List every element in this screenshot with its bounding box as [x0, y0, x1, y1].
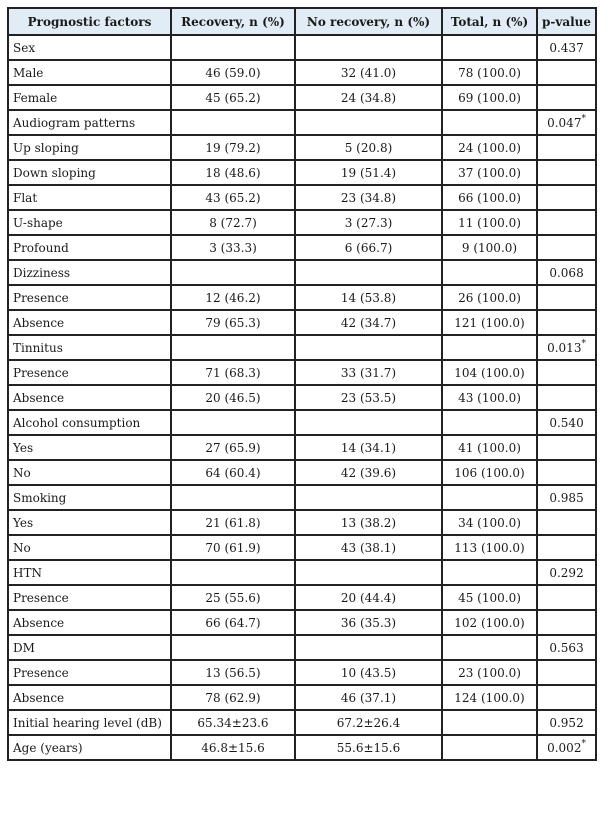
- no-recovery-cell: 13 (38.2): [295, 510, 442, 535]
- factor-cell: Up sloping: [8, 135, 171, 160]
- table-row: [8, 110, 596, 135]
- recovery-cell: 71 (68.3): [171, 360, 295, 385]
- recovery-cell: [171, 485, 295, 510]
- total-cell: [442, 635, 537, 660]
- total-cell: 121 (100.0): [442, 310, 537, 335]
- total-cell: 102 (100.0): [442, 610, 537, 635]
- no-recovery-cell: [295, 335, 442, 360]
- p-value-text: 0.540: [549, 415, 584, 430]
- factor-cell: Age (years): [8, 735, 171, 760]
- factor-cell: Tinnitus: [8, 335, 171, 360]
- p-value-text: 0.002: [547, 740, 582, 755]
- no-recovery-cell: 67.2±26.4: [295, 710, 442, 735]
- total-cell: 45 (100.0): [442, 585, 537, 610]
- table-row: [8, 335, 596, 360]
- p-value-cell: [537, 360, 596, 385]
- recovery-cell: [171, 110, 295, 135]
- p-value-cell: [537, 560, 596, 585]
- table-row: [8, 710, 596, 735]
- factor-cell: Presence: [8, 360, 171, 385]
- p-value-cell: [537, 235, 596, 260]
- table-row: [8, 410, 596, 435]
- recovery-cell: [171, 335, 295, 360]
- p-value-text: 0.437: [549, 40, 584, 55]
- no-recovery-cell: 23 (53.5): [295, 385, 442, 410]
- factor-cell: Absence: [8, 310, 171, 335]
- total-cell: [442, 410, 537, 435]
- p-value-cell: [537, 610, 596, 635]
- p-value-text: 0.013: [547, 340, 582, 355]
- no-recovery-cell: 32 (41.0): [295, 60, 442, 85]
- p-value-text: 0.563: [549, 640, 584, 655]
- no-recovery-cell: 14 (53.8): [295, 285, 442, 310]
- no-recovery-cell: 23 (34.8): [295, 185, 442, 210]
- recovery-cell: 64 (60.4): [171, 460, 295, 485]
- p-value-cell: [537, 685, 596, 710]
- table-row: [8, 385, 596, 410]
- recovery-cell: 21 (61.8): [171, 510, 295, 535]
- no-recovery-cell: 55.6±15.6: [295, 735, 442, 760]
- p-value-cell: [537, 85, 596, 110]
- header-prognostic-factors: Prognostic factors: [8, 8, 171, 35]
- recovery-cell: [171, 260, 295, 285]
- factor-cell: No: [8, 460, 171, 485]
- table-row: [8, 135, 596, 160]
- no-recovery-cell: 42 (34.7): [295, 310, 442, 335]
- no-recovery-cell: 43 (38.1): [295, 535, 442, 560]
- no-recovery-cell: 36 (35.3): [295, 610, 442, 635]
- no-recovery-cell: [295, 410, 442, 435]
- factor-cell: Smoking: [8, 485, 171, 510]
- total-cell: [442, 110, 537, 135]
- p-value-text: 0.068: [549, 265, 584, 280]
- total-cell: 104 (100.0): [442, 360, 537, 385]
- table-row: [8, 185, 596, 210]
- factor-cell: Dizziness: [8, 260, 171, 285]
- factor-cell: Audiogram patterns: [8, 110, 171, 135]
- recovery-cell: 46 (59.0): [171, 60, 295, 85]
- no-recovery-cell: [295, 635, 442, 660]
- no-recovery-cell: 6 (66.7): [295, 235, 442, 260]
- factor-cell: U-shape: [8, 210, 171, 235]
- no-recovery-cell: 10 (43.5): [295, 660, 442, 685]
- p-value-cell: [537, 460, 596, 485]
- total-cell: [442, 35, 537, 60]
- factor-cell: Presence: [8, 285, 171, 310]
- recovery-cell: 79 (65.3): [171, 310, 295, 335]
- recovery-cell: 12 (46.2): [171, 285, 295, 310]
- recovery-cell: 3 (33.3): [171, 235, 295, 260]
- total-cell: 66 (100.0): [442, 185, 537, 210]
- total-cell: 106 (100.0): [442, 460, 537, 485]
- factor-cell: Yes: [8, 510, 171, 535]
- p-value-cell: [537, 60, 596, 85]
- p-value-cell: [537, 435, 596, 460]
- p-value-cell: [537, 210, 596, 235]
- recovery-cell: 13 (56.5): [171, 660, 295, 685]
- p-value-cell: [537, 485, 596, 510]
- factor-cell: Sex: [8, 35, 171, 60]
- p-value-cell: [537, 185, 596, 210]
- table-row: [8, 310, 596, 335]
- recovery-cell: [171, 410, 295, 435]
- table-row: [8, 635, 596, 660]
- factor-cell: Down sloping: [8, 160, 171, 185]
- total-cell: [442, 710, 537, 735]
- table-row: [8, 610, 596, 635]
- p-value-text: 0.292: [549, 565, 584, 580]
- no-recovery-cell: 46 (37.1): [295, 685, 442, 710]
- table-row: [8, 285, 596, 310]
- table-row: [8, 685, 596, 710]
- table-row: [8, 85, 596, 110]
- factor-cell: Female: [8, 85, 171, 110]
- p-value-cell: [537, 535, 596, 560]
- table-row: [8, 435, 596, 460]
- no-recovery-cell: [295, 35, 442, 60]
- no-recovery-cell: 5 (20.8): [295, 135, 442, 160]
- total-cell: 11 (100.0): [442, 210, 537, 235]
- table-body: [8, 35, 596, 760]
- header-p-value: p-value: [537, 8, 596, 35]
- p-value-cell: [537, 110, 596, 135]
- p-value-cell: [537, 635, 596, 660]
- table-row: [8, 485, 596, 510]
- recovery-cell: [171, 560, 295, 585]
- total-cell: 37 (100.0): [442, 160, 537, 185]
- total-cell: [442, 560, 537, 585]
- total-cell: [442, 260, 537, 285]
- significance-marker: *: [581, 338, 586, 349]
- factor-cell: Profound: [8, 235, 171, 260]
- no-recovery-cell: 3 (27.3): [295, 210, 442, 235]
- p-value-cell: [537, 710, 596, 735]
- p-value-cell: [537, 410, 596, 435]
- factor-cell: Initial hearing level (dB): [8, 710, 171, 735]
- header-no-recovery: No recovery, n (%): [295, 8, 442, 35]
- factor-cell: Male: [8, 60, 171, 85]
- header-recovery: Recovery, n (%): [171, 8, 295, 35]
- p-value-cell: [537, 385, 596, 410]
- no-recovery-cell: [295, 110, 442, 135]
- factor-cell: Presence: [8, 660, 171, 685]
- p-value-cell: [537, 35, 596, 60]
- total-cell: 34 (100.0): [442, 510, 537, 535]
- total-cell: 78 (100.0): [442, 60, 537, 85]
- prognostic-factors-table: [7, 7, 597, 761]
- no-recovery-cell: [295, 560, 442, 585]
- factor-cell: Yes: [8, 435, 171, 460]
- total-cell: 24 (100.0): [442, 135, 537, 160]
- no-recovery-cell: 19 (51.4): [295, 160, 442, 185]
- factor-cell: HTN: [8, 560, 171, 585]
- p-value-cell: [537, 510, 596, 535]
- factor-cell: Absence: [8, 685, 171, 710]
- factor-cell: Presence: [8, 585, 171, 610]
- no-recovery-cell: 20 (44.4): [295, 585, 442, 610]
- recovery-cell: 8 (72.7): [171, 210, 295, 235]
- table-row: [8, 535, 596, 560]
- no-recovery-cell: 14 (34.1): [295, 435, 442, 460]
- significance-marker: *: [581, 113, 586, 124]
- table-row: [8, 235, 596, 260]
- recovery-cell: 65.34±23.6: [171, 710, 295, 735]
- no-recovery-cell: [295, 260, 442, 285]
- total-cell: 23 (100.0): [442, 660, 537, 685]
- p-value-cell: [537, 135, 596, 160]
- p-value-cell: [537, 335, 596, 360]
- significance-marker: *: [581, 738, 586, 749]
- recovery-cell: 46.8±15.6: [171, 735, 295, 760]
- recovery-cell: 78 (62.9): [171, 685, 295, 710]
- table-row: [8, 560, 596, 585]
- factor-cell: Absence: [8, 610, 171, 635]
- header-row: [8, 8, 596, 35]
- header-total: Total, n (%): [442, 8, 537, 35]
- total-cell: 124 (100.0): [442, 685, 537, 710]
- recovery-cell: 19 (79.2): [171, 135, 295, 160]
- no-recovery-cell: 42 (39.6): [295, 460, 442, 485]
- recovery-cell: [171, 35, 295, 60]
- table-row: [8, 60, 596, 85]
- p-value-cell: [537, 285, 596, 310]
- total-cell: 43 (100.0): [442, 385, 537, 410]
- p-value-cell: [537, 660, 596, 685]
- recovery-cell: 66 (64.7): [171, 610, 295, 635]
- table-row: [8, 35, 596, 60]
- recovery-cell: 18 (48.6): [171, 160, 295, 185]
- factor-cell: No: [8, 535, 171, 560]
- factor-cell: DM: [8, 635, 171, 660]
- total-cell: [442, 735, 537, 760]
- p-value-cell: [537, 260, 596, 285]
- p-value-cell: [537, 735, 596, 760]
- recovery-cell: 45 (65.2): [171, 85, 295, 110]
- p-value-text: 0.985: [549, 490, 584, 505]
- no-recovery-cell: 33 (31.7): [295, 360, 442, 385]
- total-cell: 26 (100.0): [442, 285, 537, 310]
- table-row: [8, 735, 596, 760]
- total-cell: 9 (100.0): [442, 235, 537, 260]
- total-cell: [442, 485, 537, 510]
- total-cell: 69 (100.0): [442, 85, 537, 110]
- p-value-cell: [537, 585, 596, 610]
- table-row: [8, 160, 596, 185]
- recovery-cell: 43 (65.2): [171, 185, 295, 210]
- table-row: [8, 460, 596, 485]
- p-value-cell: [537, 160, 596, 185]
- p-value-text: 0.952: [549, 715, 584, 730]
- table-row: [8, 660, 596, 685]
- recovery-cell: [171, 635, 295, 660]
- total-cell: 41 (100.0): [442, 435, 537, 460]
- total-cell: 113 (100.0): [442, 535, 537, 560]
- table-container: [7, 7, 597, 761]
- table-row: [8, 260, 596, 285]
- recovery-cell: 25 (55.6): [171, 585, 295, 610]
- recovery-cell: 70 (61.9): [171, 535, 295, 560]
- table-row: [8, 585, 596, 610]
- total-cell: [442, 335, 537, 360]
- factor-cell: Alcohol consumption: [8, 410, 171, 435]
- factor-cell: Flat: [8, 185, 171, 210]
- factor-cell: Absence: [8, 385, 171, 410]
- no-recovery-cell: [295, 485, 442, 510]
- p-value-text: 0.047: [547, 115, 582, 130]
- table-row: [8, 210, 596, 235]
- no-recovery-cell: 24 (34.8): [295, 85, 442, 110]
- p-value-cell: [537, 310, 596, 335]
- table-row: [8, 510, 596, 535]
- recovery-cell: 27 (65.9): [171, 435, 295, 460]
- table-row: [8, 360, 596, 385]
- recovery-cell: 20 (46.5): [171, 385, 295, 410]
